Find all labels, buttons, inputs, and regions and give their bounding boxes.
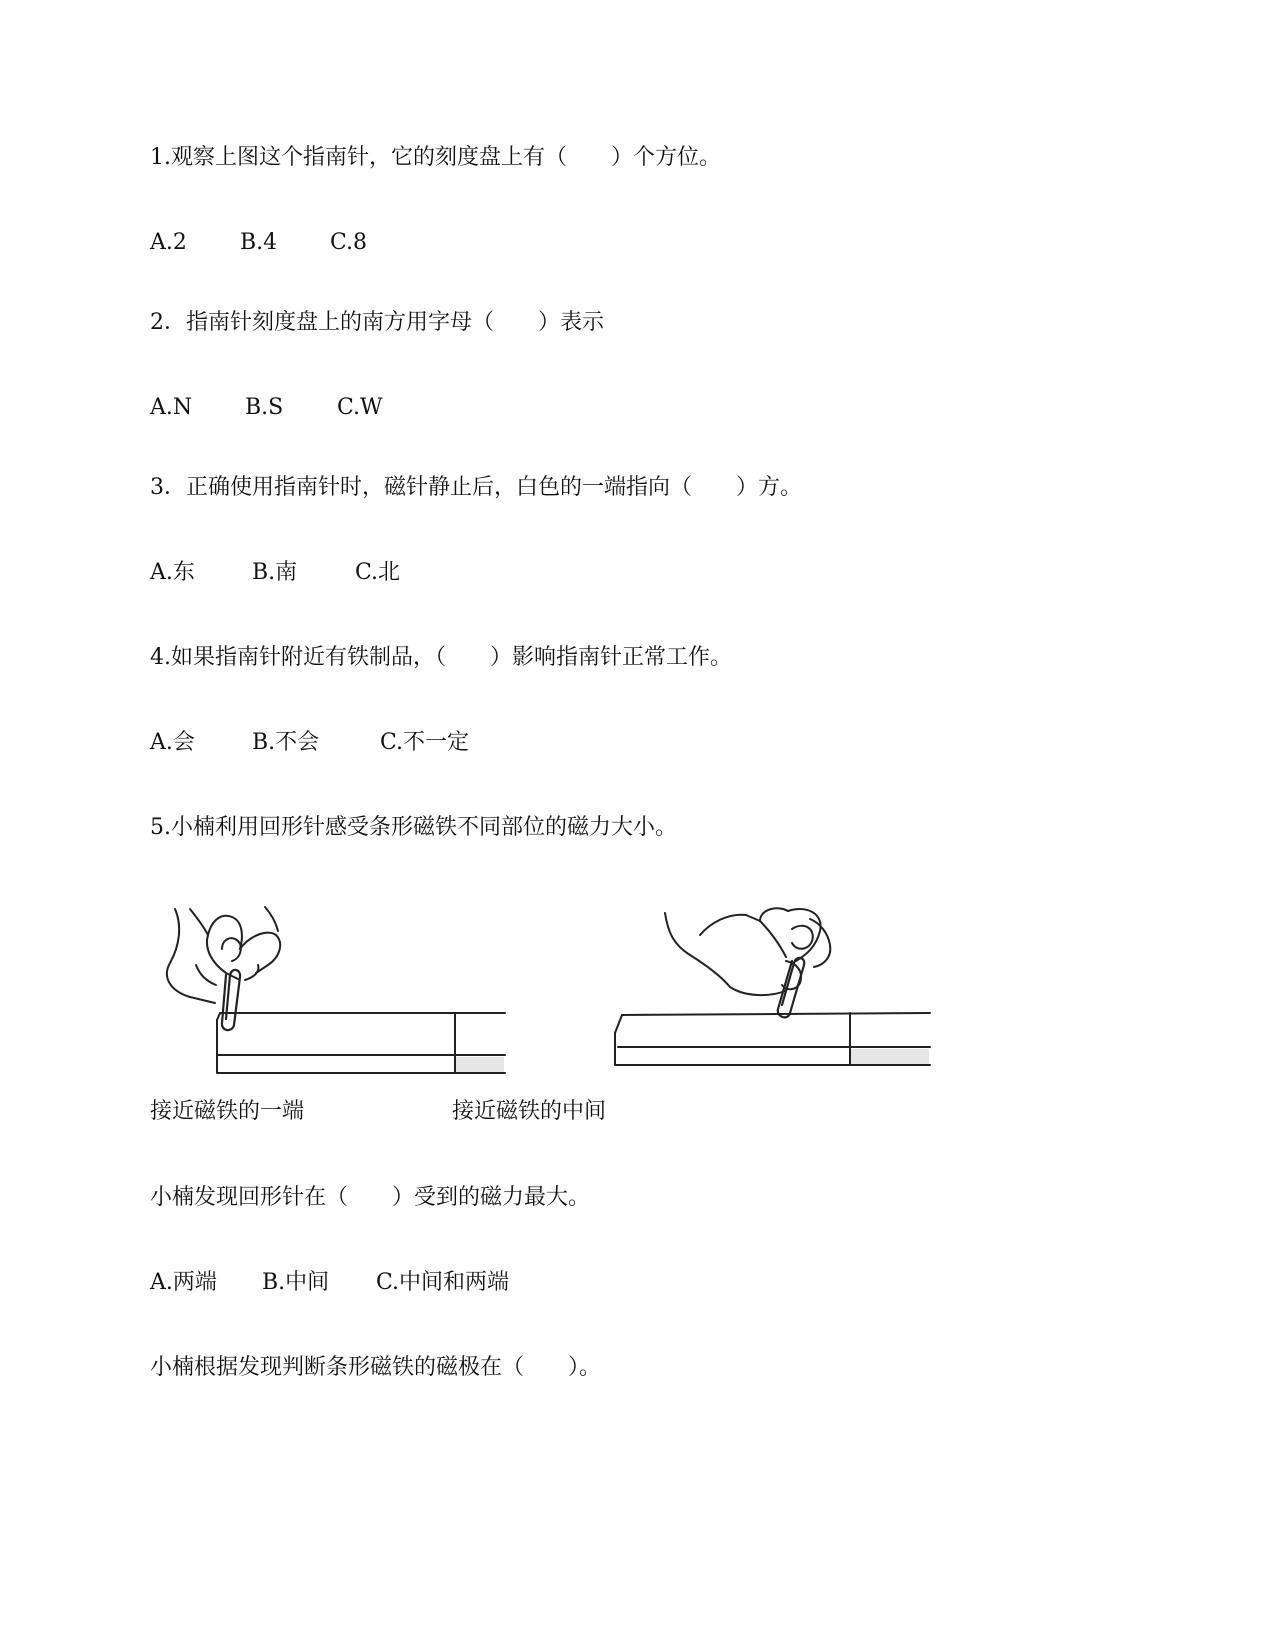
question-1-option-a: A.2 [150, 230, 187, 255]
question-1-stem: 1.观察上图这个指南针，它的刻度盘上有（ ）个方位。 [150, 145, 721, 170]
question-5-sub-1: 小楠发现回形针在（ ）受到的磁力最大。 [150, 1185, 591, 1210]
question-5-stem: 5.小楠利用回形针感受条形磁铁不同部位的磁力大小。 [150, 815, 677, 840]
question-2-option-c: C.W [337, 395, 383, 420]
question-4-option-c: C.不一定 [380, 730, 470, 755]
figure-caption-end: 接近磁铁的一端 [150, 1099, 305, 1124]
question-2-option-b: B.S [245, 395, 284, 420]
question-4-stem: 4.如果指南针附近有铁制品，（ ）影响指南针正常工作。 [150, 645, 732, 670]
question-5-option-a: A.两端 [150, 1270, 217, 1295]
figure-magnet-middle [610, 905, 940, 1085]
question-5-option-c: C.中间和两端 [376, 1270, 510, 1295]
question-2-option-a: A.N [150, 395, 193, 420]
question-1-option-b: B.4 [240, 230, 278, 255]
question-4-option-a: A.会 [150, 730, 195, 755]
question-3-option-b: B.南 [252, 560, 298, 585]
figure-magnet-end [160, 905, 510, 1085]
question-5-option-b: B.中间 [262, 1270, 330, 1295]
question-3-stem: 3．正确使用指南针时，磁针静止后，白色的一端指向（ ）方。 [150, 475, 802, 500]
question-5-sub-2: 小楠根据发现判断条形磁铁的磁极在（ ）。 [150, 1355, 602, 1380]
figure-caption-middle: 接近磁铁的中间 [452, 1099, 607, 1124]
question-2-stem: 2．指南针刻度盘上的南方用字母（ ）表示 [150, 310, 604, 335]
question-3-option-c: C.北 [355, 560, 401, 585]
question-1-option-c: C.8 [330, 230, 368, 255]
question-3-option-a: A.东 [150, 560, 195, 585]
question-4-option-b: B.不会 [252, 730, 320, 755]
